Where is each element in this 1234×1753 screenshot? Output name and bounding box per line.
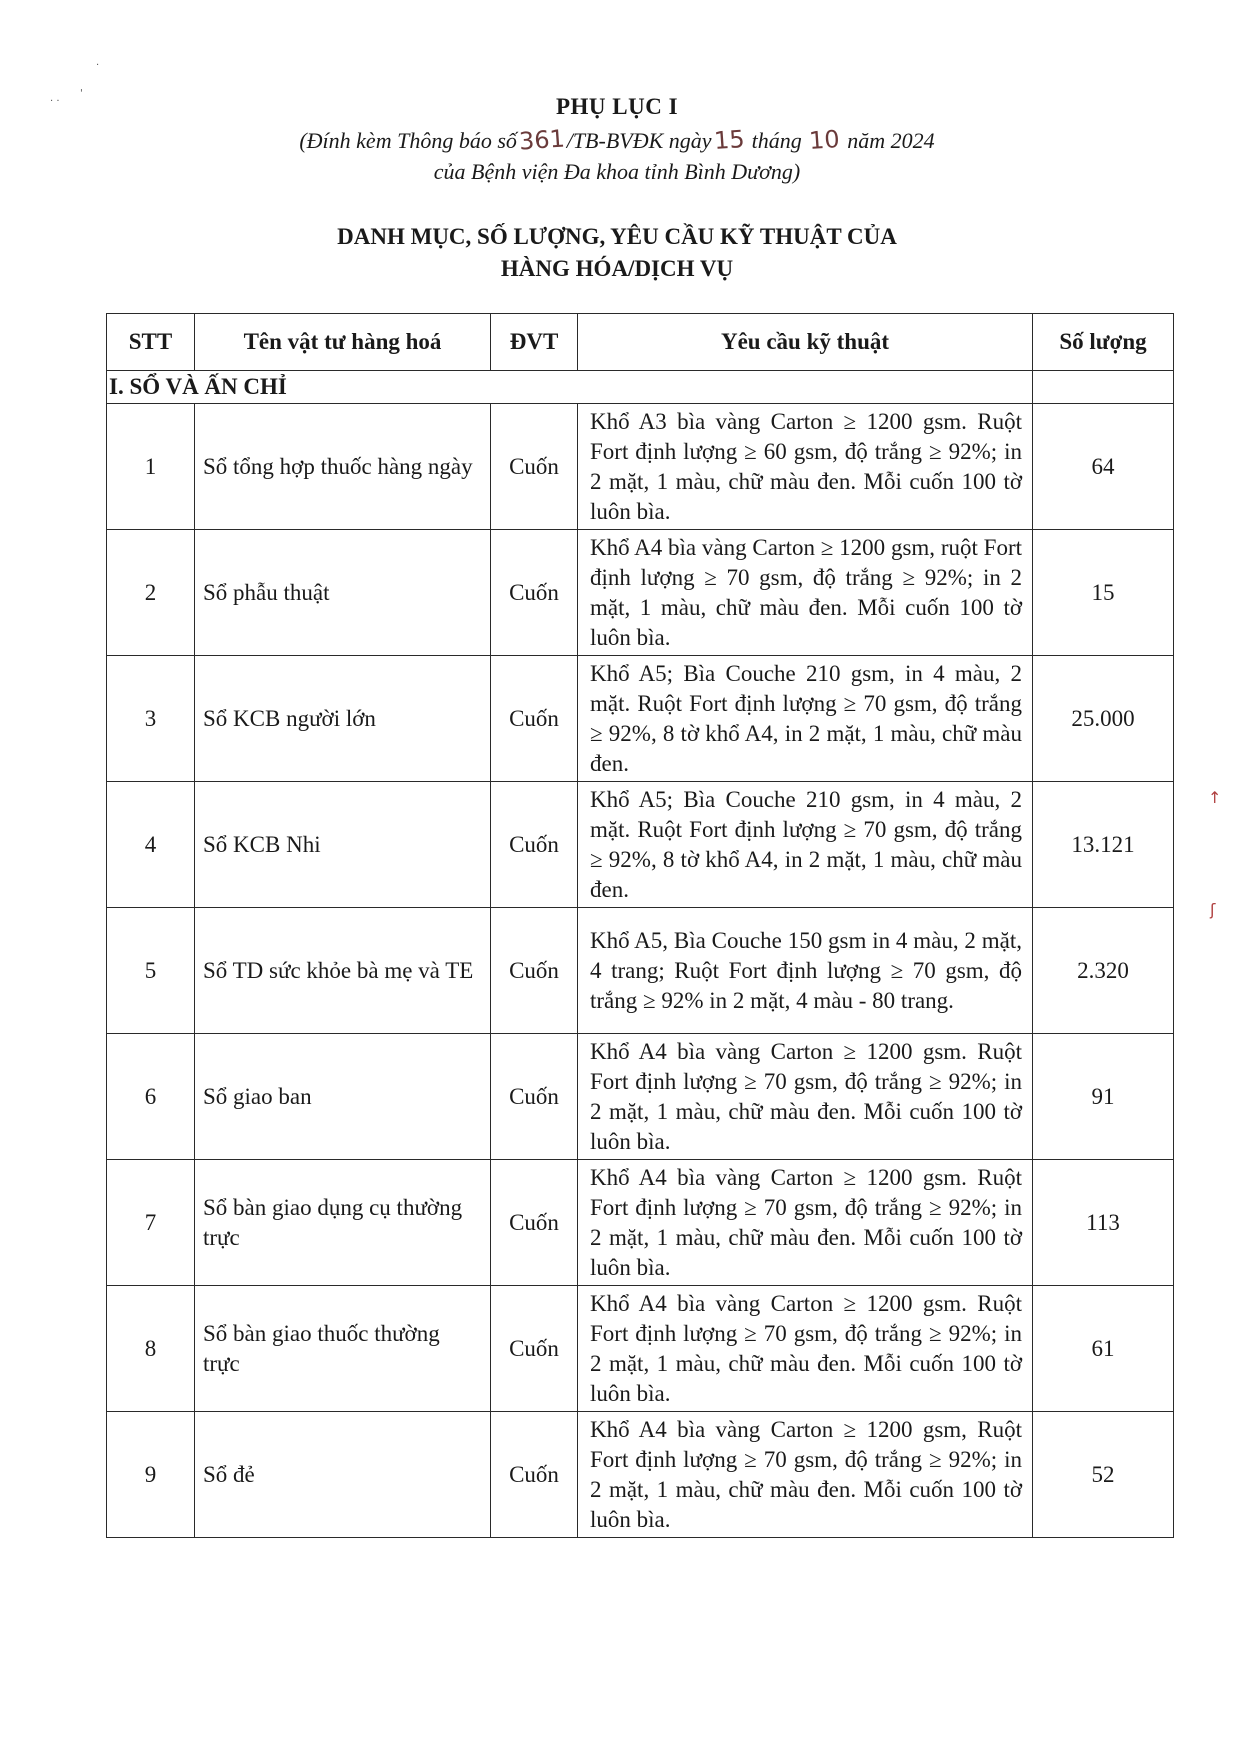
row-unit: Cuốn	[491, 530, 578, 656]
section-empty-cell	[1033, 371, 1174, 404]
row-qty: 91	[1033, 1034, 1174, 1160]
row-unit: Cuốn	[491, 1160, 578, 1286]
row-stt: 7	[107, 1160, 195, 1286]
row-name: Sổ bàn giao dụng cụ thường trực	[195, 1160, 491, 1286]
row-name: Sổ bàn giao thuốc thường trực	[195, 1286, 491, 1412]
row-name: Sổ phẫu thuật	[195, 530, 491, 656]
table-row	[107, 1034, 1174, 1160]
row-unit: Cuốn	[491, 1286, 578, 1412]
row-unit: Cuốn	[491, 1412, 578, 1538]
row-spec: Khổ A4 bìa vàng Carton ≥ 1200 gsm, ruột Fort định lượng ≥ 70 gsm, độ trắng ≥ 92%; in 2 mặt, 1 màu, chữ màu đen. Mỗi cuốn 100 tờ luôn bìa.	[578, 530, 1033, 656]
issuer-line: của Bệnh viện Đa khoa tỉnh Bình Dương)	[433, 159, 801, 184]
table-row	[107, 656, 1174, 782]
margin-mark: ↑	[1208, 788, 1222, 807]
column-header-unit: ĐVT	[491, 314, 578, 371]
row-name: Sổ giao ban	[195, 1034, 491, 1160]
notice-number: 361	[517, 124, 566, 156]
heading-line-1: DANH MỤC, SỐ LƯỢNG, YÊU CẦU KỸ THUẬT CỦA	[337, 224, 897, 249]
row-stt: 3	[107, 656, 195, 782]
table-row	[107, 530, 1174, 656]
table-row	[107, 1412, 1174, 1538]
row-stt: 6	[107, 1034, 195, 1160]
notice-suffix: /TB-BVĐK ngày	[566, 128, 712, 153]
section-row	[107, 371, 1174, 404]
row-stt: 8	[107, 1286, 195, 1412]
row-qty: 2.320	[1033, 908, 1174, 1034]
scan-speck: ·	[96, 60, 100, 71]
row-spec: Khổ A4 bìa vàng Carton ≥ 1200 gsm, Ruột Fort định lượng ≥ 70 gsm, độ trắng ≥ 92%; in 2 mặt, 1 màu, chữ màu đen. Mỗi cuốn 100 tờ luôn bìa.	[578, 1412, 1033, 1538]
table-header-row	[107, 314, 1174, 371]
row-spec: Khổ A5; Bìa Couche 210 gsm, in 4 màu, 2 mặt. Ruột Fort định lượng ≥ 70 gsm, độ trắng ≥ 92%, 8 tờ khổ A4, in 2 mặt, 1 màu, chữ màu đen.	[578, 782, 1033, 908]
table-row	[107, 404, 1174, 530]
row-qty: 52	[1033, 1412, 1174, 1538]
row-spec: Khổ A4 bìa vàng Carton ≥ 1200 gsm. Ruột Fort định lượng ≥ 70 gsm, độ trắng ≥ 92%; in 2 mặt, 1 màu, chữ màu đen. Mỗi cuốn 100 tờ luôn bìa.	[578, 1160, 1033, 1286]
row-spec: Khổ A3 bìa vàng Carton ≥ 1200 gsm. Ruột Fort định lượng ≥ 60 gsm, độ trắng ≥ 92%; in 2 mặt, 1 màu, chữ màu đen. Mỗi cuốn 100 tờ luôn bìa.	[578, 404, 1033, 530]
table-row	[107, 1160, 1174, 1286]
table-row	[107, 782, 1174, 908]
row-qty: 15	[1033, 530, 1174, 656]
notice-month: 10	[808, 124, 841, 156]
row-unit: Cuốn	[491, 404, 578, 530]
column-header-stt: STT	[107, 314, 195, 371]
row-qty: 64	[1033, 404, 1174, 530]
table-row	[107, 1286, 1174, 1412]
row-qty: 61	[1033, 1286, 1174, 1412]
scan-speck: · ·	[50, 96, 60, 107]
column-header-name: Tên vật tư hàng hoá	[195, 314, 491, 371]
scan-speck: '	[80, 88, 83, 99]
notice-day: 15	[712, 124, 746, 156]
appendix-title: PHỤ LỤC I	[555, 94, 679, 119]
heading-line-2: HÀNG HÓA/DỊCH VỤ	[500, 256, 734, 281]
row-spec: Khổ A5; Bìa Couche 210 gsm, in 4 màu, 2 mặt. Ruột Fort định lượng ≥ 70 gsm, độ trắng ≥ 92%, 8 tờ khổ A4, in 2 mặt, 1 màu, chữ màu đen.	[578, 656, 1033, 782]
notice-year: năm 2024	[847, 128, 935, 153]
column-header-spec: Yêu cầu kỹ thuật	[578, 314, 1033, 371]
row-qty: 25.000	[1033, 656, 1174, 782]
row-stt: 1	[107, 404, 195, 530]
row-unit: Cuốn	[491, 908, 578, 1034]
row-spec: Khổ A4 bìa vàng Carton ≥ 1200 gsm. Ruột Fort định lượng ≥ 70 gsm, độ trắng ≥ 92%; in 2 mặt, 1 màu, chữ màu đen. Mỗi cuốn 100 tờ luôn bìa.	[578, 1034, 1033, 1160]
row-stt: 4	[107, 782, 195, 908]
row-unit: Cuốn	[491, 1034, 578, 1160]
row-spec: Khổ A4 bìa vàng Carton ≥ 1200 gsm. Ruột Fort định lượng ≥ 70 gsm, độ trắng ≥ 92%; in 2 mặt, 1 màu, chữ màu đen. Mỗi cuốn 100 tờ luôn bìa.	[578, 1286, 1033, 1412]
row-name: Sổ KCB người lớn	[195, 656, 491, 782]
column-header-qty: Số lượng	[1033, 314, 1174, 371]
row-stt: 2	[107, 530, 195, 656]
attachment-line	[0, 126, 1234, 154]
row-name: Sổ tổng hợp thuốc hàng ngày	[195, 404, 491, 530]
row-spec: Khổ A5, Bìa Couche 150 gsm in 4 màu, 2 mặt, 4 trang; Ruột Fort định lượng ≥ 70 gsm, độ trắng ≥ 92% in 2 mặt, 4 màu - 80 trang.	[578, 908, 1033, 1034]
row-name: Sổ đẻ	[195, 1412, 491, 1538]
row-name: Sổ TD sức khỏe bà mẹ và TE	[195, 908, 491, 1034]
document-heading	[0, 221, 1234, 285]
month-label: tháng	[751, 128, 802, 153]
row-qty: 13.121	[1033, 782, 1174, 908]
section-title: I. SỔ VÀ ẤN CHỈ	[107, 371, 1033, 404]
table-row	[107, 908, 1174, 1034]
row-unit: Cuốn	[491, 656, 578, 782]
row-qty: 113	[1033, 1160, 1174, 1286]
attach-prefix: (Đính kèm Thông báo số	[299, 128, 517, 153]
row-name: Sổ KCB Nhi	[195, 782, 491, 908]
row-stt: 5	[107, 908, 195, 1034]
row-unit: Cuốn	[491, 782, 578, 908]
margin-mark: ʃ	[1210, 900, 1216, 919]
goods-table	[106, 313, 1174, 1538]
row-stt: 9	[107, 1412, 195, 1538]
